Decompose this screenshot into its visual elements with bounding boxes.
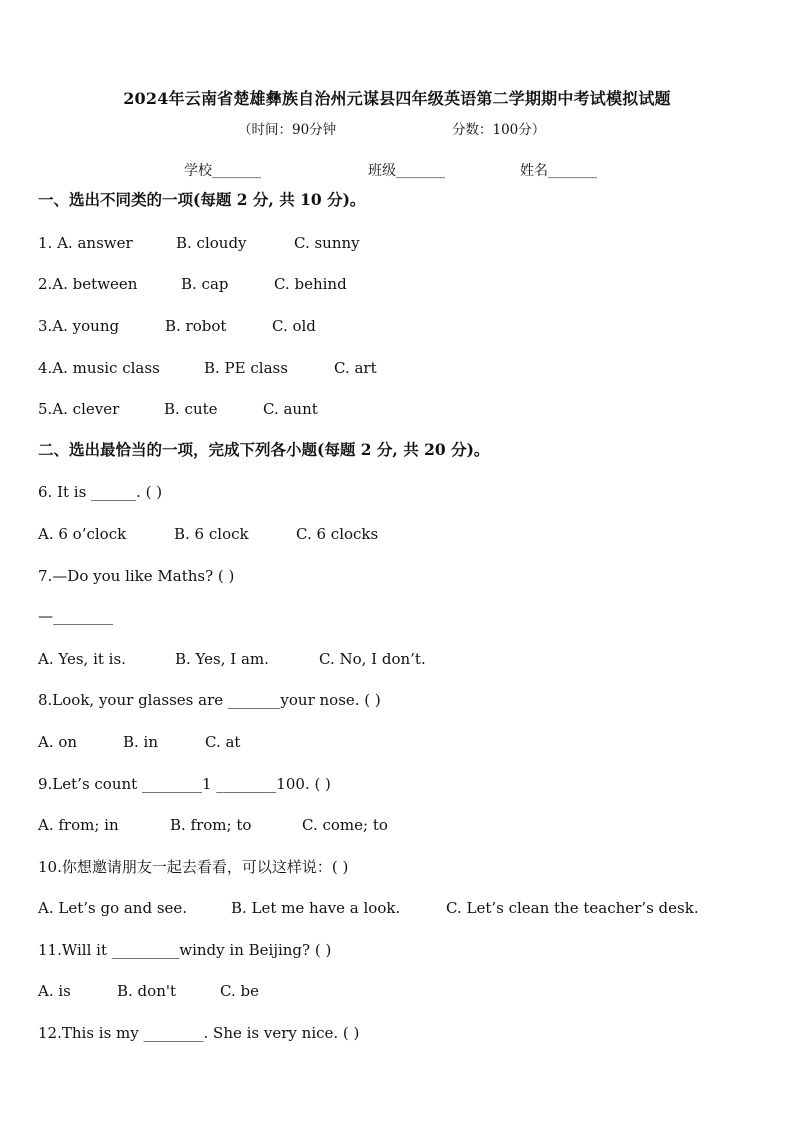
q3-option-b: B. robot [165, 317, 227, 335]
q7-option-b: B. Yes, I am. [175, 650, 269, 668]
q11-stem: 11.Will it _________windy in Beijing? ( ) [38, 941, 332, 959]
q2-row [38, 274, 347, 294]
q8-option-a: A. on [38, 733, 78, 751]
q7-stem: 7.—Do you like Maths? ( ) [38, 567, 235, 585]
school-field: 学校_______ [184, 163, 261, 179]
q7-answer-line: —________ [38, 607, 113, 625]
q1-option-b: B. cloudy [176, 234, 247, 252]
q2-option-a: A. between [52, 275, 138, 293]
q1-option-a: A. answer [57, 234, 133, 252]
q4-row [38, 358, 377, 378]
q6-option-a: A. 6 o’clock [38, 525, 127, 543]
q8-stem: 8.Look, your glasses are _______your nose. ( ) [38, 691, 381, 709]
q9-option-c: C. come; to [302, 816, 388, 834]
q4-option-a: A. music class [52, 359, 160, 377]
q8-option-c: C. at [205, 733, 241, 751]
q9-stem: 9.Let’s count ________1 ________100. ( ) [38, 775, 331, 793]
q10-option-a: A. Let’s go and see. [38, 899, 188, 917]
q10-option-b: B. Let me have a look. [231, 899, 401, 917]
q6-option-c: C. 6 clocks [296, 525, 379, 543]
q7-option-a: A. Yes, it is. [38, 650, 126, 668]
q2-number: 2. [38, 275, 53, 293]
q8-options [38, 732, 241, 752]
q10-stem: 10.你想邀请朋友一起去看看，可以这样说：( ) [38, 858, 349, 876]
q7-option-c: C. No, I don’t. [319, 650, 426, 668]
q4-option-c: C. art [334, 359, 377, 377]
q3-number: 3. [38, 317, 53, 335]
q6-option-b: B. 6 clock [174, 525, 249, 543]
class-field: 班级_______ [368, 163, 445, 179]
q3-row [38, 316, 316, 336]
q6-options [38, 524, 379, 544]
q7-options [38, 649, 426, 669]
q1-option-c: C. sunny [294, 234, 360, 252]
q4-number: 4. [38, 359, 53, 377]
q5-option-b: B. cute [164, 400, 218, 418]
q3-option-a: A. young [52, 317, 120, 335]
q12-stem: 12.This is my ________. She is very nice. ( ) [38, 1024, 360, 1042]
q2-option-b: B. cap [181, 275, 229, 293]
q5-option-a: A. clever [52, 400, 120, 418]
q1-number: 1. [38, 234, 58, 252]
q10-options [38, 898, 699, 918]
q9-option-b: B. from; to [170, 816, 252, 834]
exam-score: 分数：100分） [452, 122, 546, 138]
q1-row [38, 233, 360, 253]
q11-options [38, 981, 259, 1001]
q5-row [38, 399, 318, 419]
name-field: 姓名_______ [520, 163, 597, 179]
exam-time: （时间：90分钟 [238, 122, 337, 138]
q4-option-b: B. PE class [204, 359, 288, 377]
q11-option-a: A. is [38, 982, 71, 1000]
q10-option-c: C. Let’s clean the teacher’s desk. [446, 899, 699, 917]
q5-option-c: C. aunt [263, 400, 318, 418]
section2-heading: 二、选出最恰当的一项，完成下列各小题(每题 2 分, 共 20 分)。 [38, 440, 490, 459]
section1-heading: 一、选出不同类的一项(每题 2 分, 共 10 分)。 [38, 190, 366, 209]
q11-option-c: C. be [220, 982, 259, 1000]
q9-options [38, 815, 388, 835]
q6-stem: 6. It is ______. ( ) [38, 483, 163, 501]
exam-title: 2024年云南省楚雄彝族自治州元谋县四年级英语第二学期期中考试模拟试题 [123, 89, 671, 108]
q9-option-a: A. from; in [38, 816, 119, 834]
q5-number: 5. [38, 400, 53, 418]
q2-option-c: C. behind [274, 275, 347, 293]
q8-option-b: B. in [123, 733, 159, 751]
q11-option-b: B. don't [117, 982, 177, 1000]
q3-option-c: C. old [272, 317, 316, 335]
